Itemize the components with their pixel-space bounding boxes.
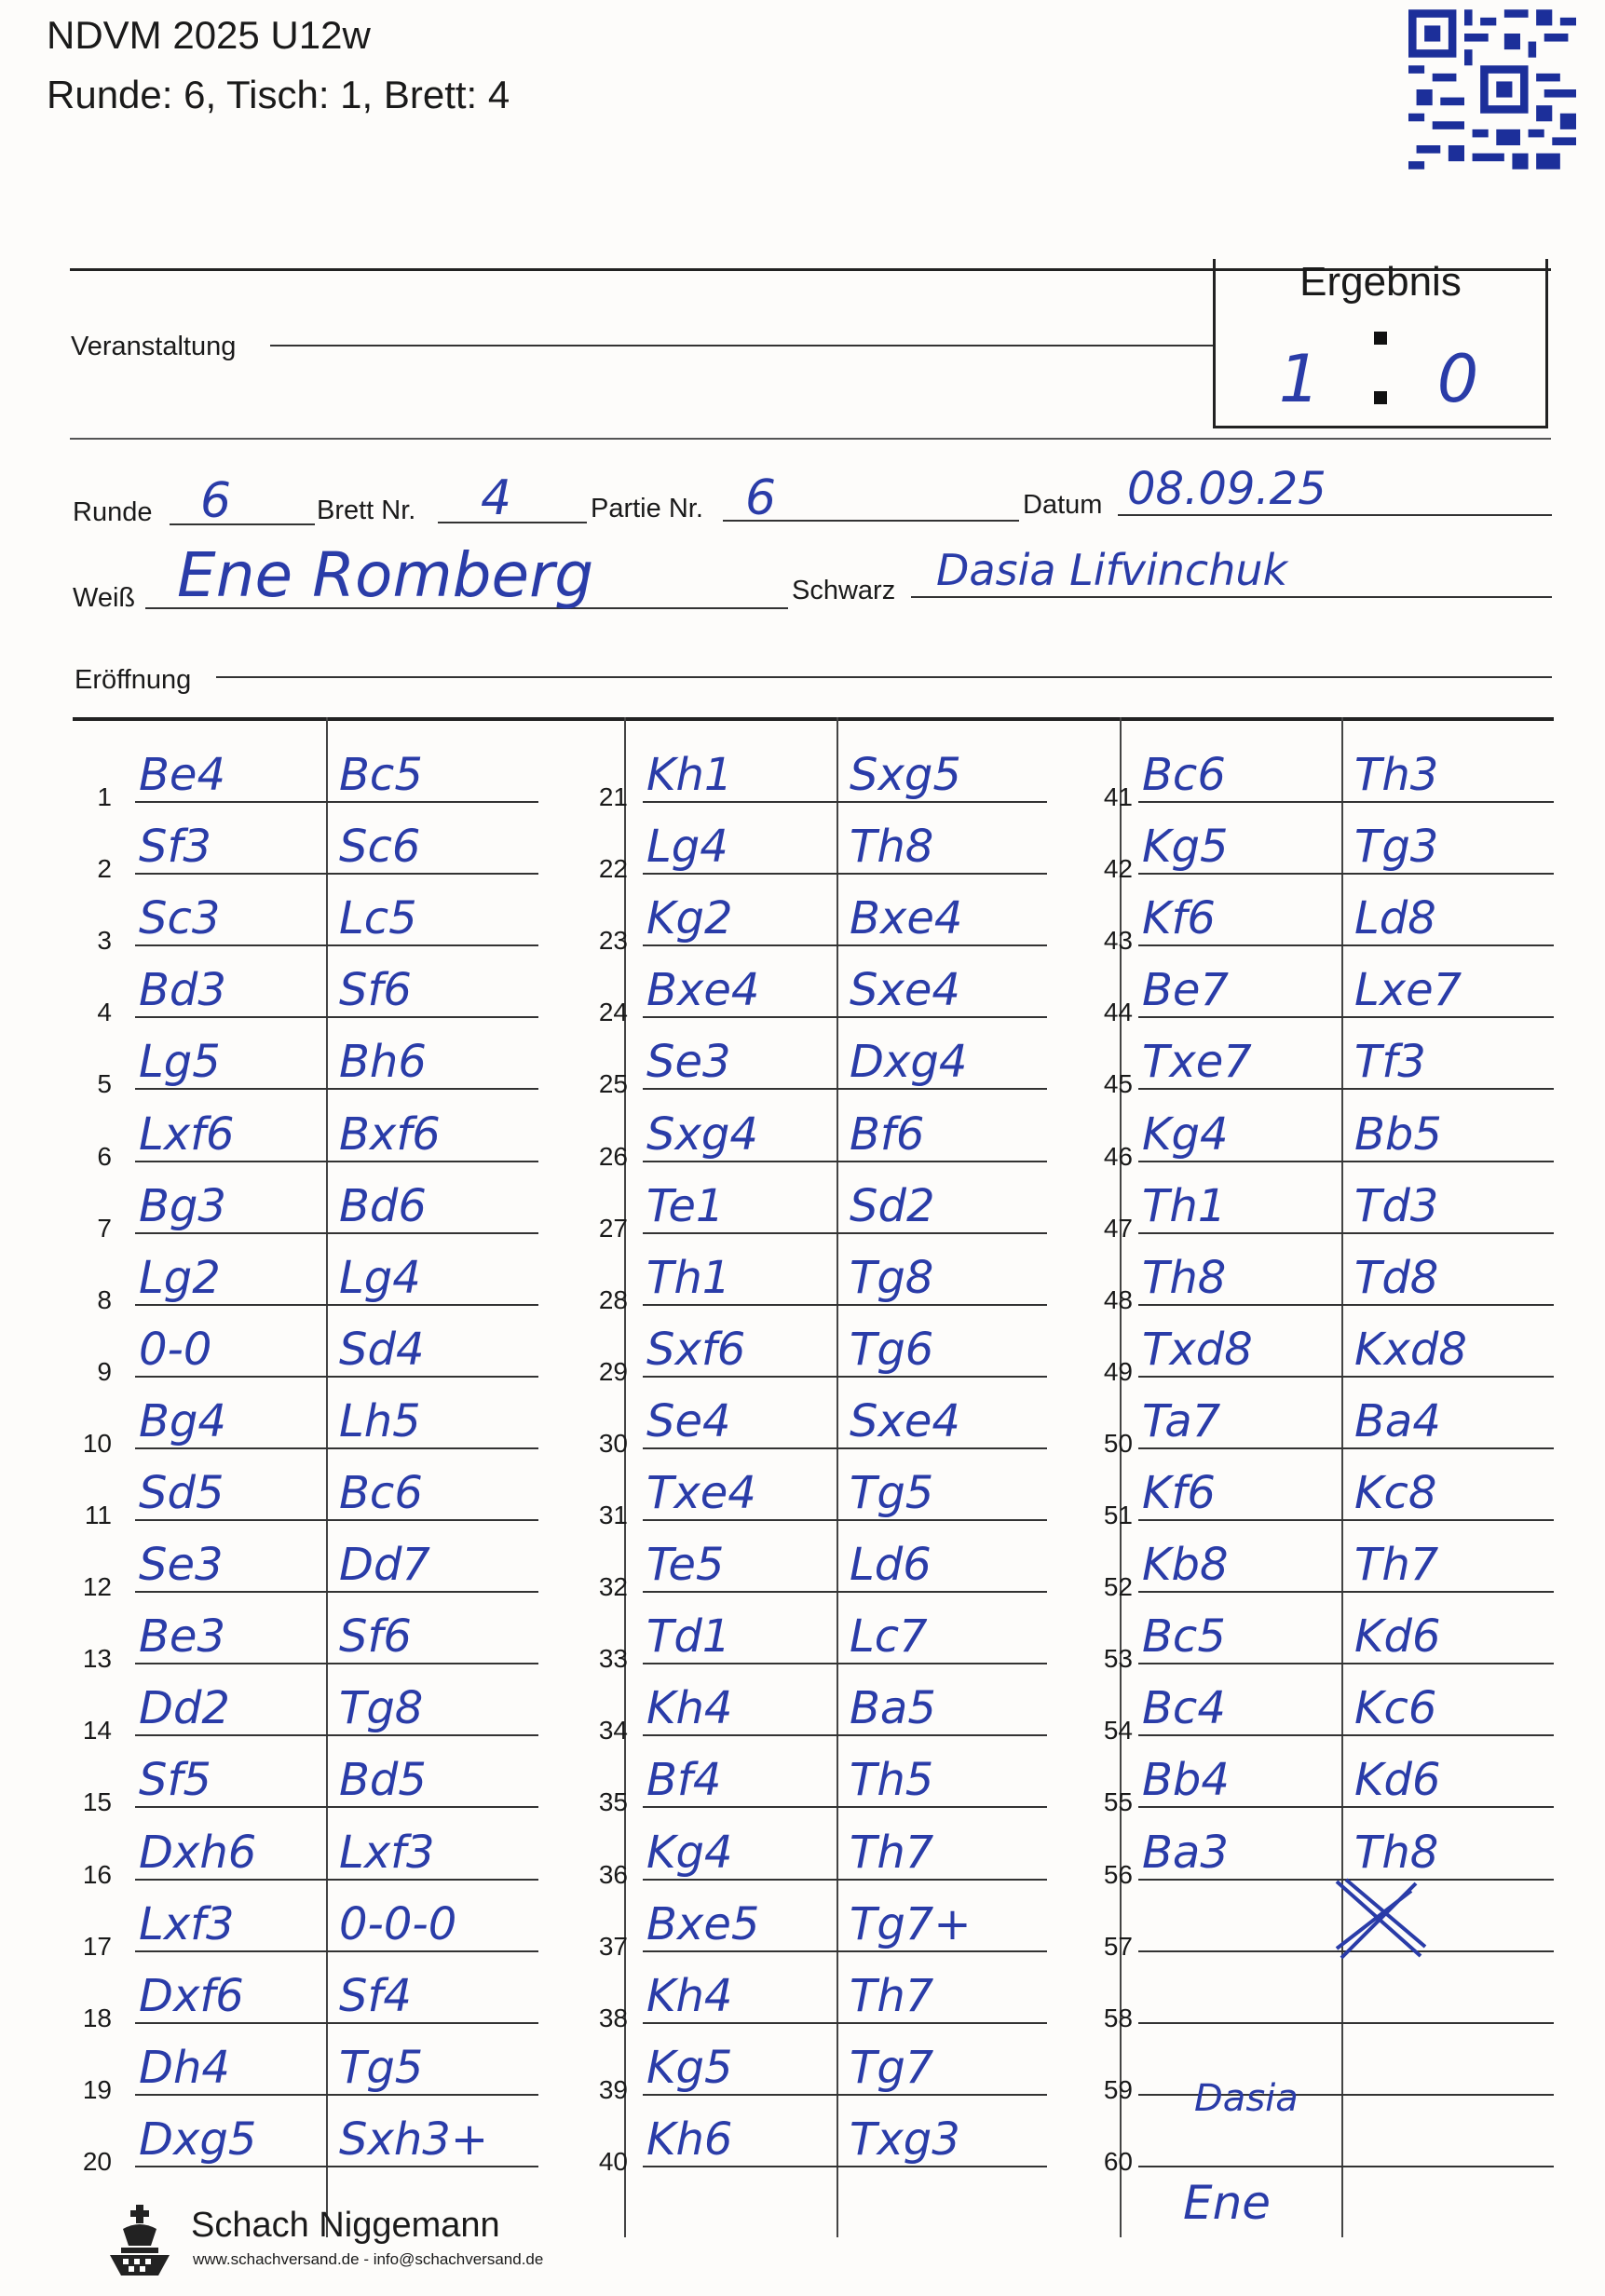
move-white[interactable]: Dxf6	[139, 1969, 244, 2022]
move-number: 45	[1103, 1069, 1133, 1099]
move-number: 43	[1103, 926, 1133, 956]
move-black[interactable]: Th7	[850, 1969, 934, 2022]
move-number: 33	[598, 1644, 628, 1674]
move-black[interactable]: Th8	[1354, 1826, 1439, 1879]
move-black[interactable]: Lh5	[339, 1394, 421, 1447]
move-black[interactable]: Bd5	[339, 1754, 427, 1807]
move-row-rule[interactable]	[643, 944, 1047, 946]
move-white[interactable]: Kg5	[646, 2041, 733, 2094]
move-black[interactable]: Sf4	[339, 1969, 412, 2022]
move-black[interactable]: Th3	[1354, 749, 1439, 801]
move-row-rule[interactable]	[135, 2094, 538, 2096]
move-row-rule[interactable]	[1138, 1663, 1554, 1664]
runde-field[interactable]	[170, 523, 315, 525]
qr-code-icon	[1408, 9, 1576, 170]
move-black[interactable]: Lxe7	[1354, 964, 1462, 1017]
schwarz-label: Schwarz	[792, 576, 896, 605]
move-row-rule[interactable]	[1138, 801, 1554, 803]
move-row-rule[interactable]	[643, 1591, 1047, 1593]
move-row-rule[interactable]	[1138, 1088, 1554, 1090]
move-number: 53	[1103, 1644, 1133, 1674]
move-black[interactable]: Tg7	[850, 2041, 934, 2094]
move-row-rule[interactable]	[643, 1879, 1047, 1881]
move-number: 28	[598, 1284, 628, 1314]
move-white[interactable]: Be7	[1142, 964, 1229, 1017]
move-number: 6	[97, 1141, 112, 1171]
form-mid-rule	[70, 438, 1551, 440]
eroeffnung-label: Eröffnung	[75, 665, 192, 695]
move-white[interactable]: Lg2	[139, 1251, 221, 1304]
datum-label: Datum	[1023, 490, 1103, 520]
move-number: 15	[82, 1787, 112, 1817]
move-black[interactable]: Kd6	[1354, 1754, 1441, 1807]
signature-white: Ene	[1183, 2176, 1272, 2230]
move-white[interactable]: Te5	[646, 1539, 725, 1592]
datum-value: 08.09.25	[1127, 463, 1326, 515]
move-white[interactable]: Be3	[139, 1610, 225, 1664]
move-black[interactable]: Sc6	[339, 821, 421, 874]
move-row-rule[interactable]	[643, 873, 1047, 875]
move-black[interactable]: 0-0-0	[339, 1897, 457, 1950]
move-white[interactable]: Bb4	[1142, 1754, 1230, 1807]
move-row-rule[interactable]	[135, 1232, 538, 1234]
move-number: 27	[598, 1213, 628, 1243]
move-white[interactable]: Sf3	[139, 821, 211, 874]
move-white[interactable]: Bc4	[1142, 1682, 1226, 1735]
move-number: 50	[1103, 1428, 1133, 1458]
move-number: 1	[97, 782, 112, 811]
result-black[interactable]: 0	[1436, 341, 1479, 417]
move-black[interactable]: Ba5	[850, 1682, 936, 1735]
move-number: 24	[598, 998, 628, 1027]
move-white[interactable]: Th1	[1142, 1179, 1227, 1232]
move-row-rule[interactable]	[135, 1447, 538, 1449]
move-row-rule[interactable]	[135, 2166, 538, 2167]
move-black[interactable]: Tg8	[850, 1251, 934, 1304]
schwarz-value: Dasia Lifvinchuk	[936, 545, 1288, 595]
move-number: 10	[82, 1428, 112, 1458]
move-row-rule[interactable]	[135, 1950, 538, 1952]
move-white[interactable]: Kh6	[646, 2113, 733, 2166]
move-black[interactable]: Kd6	[1354, 1610, 1441, 1664]
move-row-rule[interactable]	[1138, 1232, 1554, 1234]
move-white[interactable]: Lg5	[139, 1036, 221, 1089]
move-row-rule[interactable]	[643, 801, 1047, 803]
move-white[interactable]: Kg5	[1142, 821, 1229, 874]
move-number: 26	[598, 1141, 628, 1171]
move-number: 39	[598, 2074, 628, 2104]
move-white[interactable]: Dh4	[139, 2041, 230, 2094]
move-white[interactable]: Kb8	[1142, 1539, 1229, 1592]
move-black[interactable]: Tg3	[1354, 821, 1439, 874]
move-number: 25	[598, 1069, 628, 1099]
move-white[interactable]: Kg2	[646, 892, 733, 945]
move-number: 16	[82, 1859, 112, 1889]
move-white[interactable]: Kh4	[646, 1682, 733, 1735]
move-white[interactable]: Td1	[646, 1610, 731, 1664]
move-number: 51	[1103, 1501, 1133, 1529]
event-title: NDVM 2025 U12w	[47, 13, 371, 57]
move-black[interactable]: Kc8	[1354, 1467, 1437, 1519]
move-number: 35	[598, 1787, 628, 1817]
move-row-rule[interactable]	[643, 1088, 1047, 1090]
move-row-rule[interactable]	[1138, 1016, 1554, 1018]
move-row-rule[interactable]	[643, 1447, 1047, 1449]
move-number: 57	[1103, 1931, 1133, 1961]
move-black[interactable]: Bxe4	[850, 892, 963, 945]
move-white[interactable]: Ta7	[1142, 1394, 1221, 1447]
move-white[interactable]: Kf6	[1142, 1467, 1216, 1519]
move-row-rule[interactable]	[135, 1016, 538, 1018]
weiss-value: Ene Romberg	[177, 539, 594, 611]
brett-label: Brett Nr.	[317, 496, 416, 525]
move-row-rule[interactable]	[1138, 944, 1554, 946]
move-number: 14	[82, 1716, 112, 1746]
move-black[interactable]: Td3	[1354, 1179, 1439, 1232]
move-white[interactable]: Lxf6	[139, 1107, 235, 1161]
move-number: 2	[97, 854, 112, 884]
round-table-board: Runde: 6, Tisch: 1, Brett: 4	[47, 73, 510, 116]
move-white[interactable]: Dxg5	[139, 2113, 257, 2166]
result-title: Ergebnis	[1299, 259, 1462, 305]
brett-value: 4	[481, 470, 512, 526]
move-row-rule[interactable]	[135, 801, 538, 803]
move-black[interactable]: Tg5	[339, 2041, 424, 2094]
move-black[interactable]: Th8	[850, 821, 934, 874]
move-row-rule[interactable]	[135, 1088, 538, 1090]
move-row-rule[interactable]	[1138, 2166, 1554, 2167]
move-row-rule[interactable]	[135, 2022, 538, 2024]
move-number: 48	[1103, 1284, 1133, 1314]
move-number: 37	[598, 1931, 628, 1961]
move-black[interactable]: Sxe4	[850, 1394, 960, 1447]
move-number: 59	[1103, 2074, 1133, 2104]
result-white[interactable]: 1	[1278, 341, 1321, 417]
move-row-rule[interactable]	[135, 1663, 538, 1664]
move-black[interactable]: Sxh3+	[339, 2113, 489, 2166]
move-row-rule[interactable]	[643, 1519, 1047, 1521]
move-white[interactable]: Se4	[646, 1394, 731, 1447]
move-row-rule[interactable]	[1138, 1304, 1554, 1306]
move-row-rule[interactable]	[1138, 873, 1554, 875]
partie-label: Partie Nr.	[591, 494, 703, 523]
move-white[interactable]: Th8	[1142, 1251, 1227, 1304]
move-row-rule[interactable]	[1138, 1591, 1554, 1593]
move-row-rule[interactable]	[1138, 1519, 1554, 1521]
move-row-rule[interactable]	[643, 1232, 1047, 1234]
move-number: 13	[82, 1644, 112, 1674]
move-black[interactable]: Sxe4	[850, 964, 960, 1017]
move-white[interactable]: Txd8	[1142, 1323, 1253, 1376]
move-black[interactable]: Td8	[1354, 1251, 1439, 1304]
move-number: 22	[598, 854, 628, 884]
move-black[interactable]: Dd7	[339, 1539, 430, 1592]
move-black[interactable]: Bc6	[339, 1467, 423, 1519]
move-number: 8	[97, 1284, 112, 1314]
brett-field[interactable]	[438, 522, 587, 523]
move-number: 3	[97, 926, 112, 956]
move-number: 19	[82, 2074, 112, 2104]
move-white[interactable]: Bf4	[646, 1754, 722, 1807]
move-black[interactable]: Lc5	[339, 892, 417, 945]
move-row-rule[interactable]	[135, 1734, 538, 1736]
move-white[interactable]: 0-0	[139, 1323, 212, 1376]
move-number: 11	[84, 1501, 112, 1529]
cancel-cross-mark	[1327, 1872, 1430, 1965]
signature-black: Dasia	[1194, 2077, 1299, 2120]
move-number: 4	[97, 998, 112, 1027]
move-white[interactable]: Th1	[646, 1251, 731, 1304]
move-white[interactable]: Dxh6	[139, 1826, 257, 1879]
move-number: 30	[598, 1428, 628, 1458]
move-black[interactable]: Lg4	[339, 1251, 421, 1304]
move-black[interactable]: Tf3	[1354, 1036, 1426, 1089]
move-black[interactable]: Tg7+	[850, 1897, 972, 1950]
move-number: 38	[598, 2003, 628, 2032]
move-white[interactable]: Kg4	[646, 1826, 733, 1879]
move-white[interactable]: Bxe4	[646, 964, 760, 1017]
move-white[interactable]: Txe7	[1142, 1036, 1252, 1089]
move-number: 52	[1103, 1572, 1133, 1602]
move-white[interactable]: Bg4	[139, 1394, 226, 1447]
move-row-rule[interactable]	[135, 1879, 538, 1881]
runde-value: 6	[200, 473, 232, 529]
move-row-rule[interactable]	[1138, 1447, 1554, 1449]
move-row-rule[interactable]	[643, 1663, 1047, 1664]
move-number: 49	[1103, 1356, 1133, 1386]
move-number: 9	[97, 1356, 112, 1386]
move-row-rule[interactable]	[643, 1304, 1047, 1306]
move-black[interactable]: Bh6	[339, 1036, 427, 1089]
move-number: 54	[1103, 1716, 1133, 1746]
move-white[interactable]: Kf6	[1142, 892, 1216, 945]
move-row-rule[interactable]	[135, 873, 538, 875]
move-row-rule[interactable]	[135, 1591, 538, 1593]
runde-label: Runde	[73, 497, 153, 527]
move-number: 42	[1103, 854, 1133, 884]
move-white[interactable]: Bxe5	[646, 1897, 760, 1950]
move-black[interactable]: Tg8	[339, 1682, 424, 1735]
move-black[interactable]: Bxf6	[339, 1107, 441, 1161]
move-black[interactable]: Tg6	[850, 1323, 934, 1376]
move-row-rule[interactable]	[1138, 1376, 1554, 1378]
move-black[interactable]: Sf6	[339, 1610, 412, 1664]
move-black[interactable]: Bb5	[1354, 1107, 1442, 1161]
partie-value: 6	[745, 470, 777, 526]
move-row-rule[interactable]	[135, 1161, 538, 1162]
move-number: 46	[1103, 1141, 1133, 1171]
move-row-rule[interactable]	[1138, 2022, 1554, 2024]
move-number: 20	[82, 2146, 112, 2176]
move-white[interactable]: Bc5	[1142, 1610, 1226, 1664]
move-number: 55	[1103, 1787, 1133, 1817]
moves-top-rule	[73, 717, 1554, 721]
move-number: 7	[97, 1213, 112, 1243]
move-white[interactable]: Txe4	[646, 1467, 756, 1519]
move-row-rule[interactable]	[135, 1304, 538, 1306]
move-black[interactable]: Tg5	[850, 1467, 934, 1519]
move-white[interactable]: Lxf3	[139, 1897, 235, 1950]
chess-king-logo-icon	[102, 2203, 177, 2277]
move-number: 5	[97, 1069, 112, 1099]
veranstaltung-label: Veranstaltung	[71, 332, 237, 361]
move-white[interactable]: Dd2	[139, 1682, 230, 1735]
result-colon	[1374, 332, 1387, 406]
move-number: 12	[82, 1572, 112, 1602]
publisher-name: Schach Niggemann	[191, 2206, 500, 2245]
move-number: 47	[1103, 1213, 1133, 1243]
move-number: 44	[1103, 998, 1133, 1027]
move-number: 40	[598, 2146, 628, 2176]
move-number: 58	[1103, 2003, 1133, 2032]
move-row-rule[interactable]	[643, 1016, 1047, 1018]
move-black[interactable]: Sxg5	[850, 749, 961, 801]
move-row-rule[interactable]	[135, 1519, 538, 1521]
move-white[interactable]: Sxf6	[646, 1323, 746, 1376]
move-black[interactable]: Ld8	[1354, 892, 1436, 945]
move-number: 41	[1103, 782, 1133, 811]
move-row-rule[interactable]	[643, 1734, 1047, 1736]
move-row-rule[interactable]	[135, 1806, 538, 1808]
move-white[interactable]: Kg4	[1142, 1107, 1229, 1161]
move-white[interactable]: Sd5	[139, 1467, 224, 1519]
move-number: 17	[82, 1931, 112, 1961]
move-white[interactable]: Sf5	[139, 1754, 211, 1807]
move-black[interactable]: Txg3	[850, 2113, 960, 2166]
move-row-rule[interactable]	[1138, 1734, 1554, 1736]
move-black[interactable]: Ld6	[850, 1539, 932, 1592]
move-black[interactable]: Lc7	[850, 1610, 928, 1664]
move-black[interactable]: Sd2	[850, 1179, 935, 1232]
move-number: 32	[598, 1572, 628, 1602]
move-white[interactable]: Lg4	[646, 821, 728, 874]
move-number: 34	[598, 1716, 628, 1746]
move-black[interactable]: Bc5	[339, 749, 423, 801]
move-black[interactable]: Th7	[850, 1826, 934, 1879]
move-white[interactable]: Sxg4	[646, 1107, 758, 1161]
move-row-rule[interactable]	[1138, 1806, 1554, 1808]
move-black[interactable]: Th7	[1354, 1539, 1439, 1592]
move-number: 21	[598, 782, 628, 811]
move-row-rule[interactable]	[135, 944, 538, 946]
move-white[interactable]: Sc3	[139, 892, 221, 945]
move-white[interactable]: Kh1	[646, 749, 733, 801]
move-row-rule[interactable]	[643, 1376, 1047, 1378]
move-number: 60	[1103, 2146, 1133, 2176]
move-white[interactable]: Se3	[139, 1539, 224, 1592]
move-row-rule[interactable]	[643, 2166, 1047, 2167]
eroeffnung-field[interactable]	[216, 676, 1552, 678]
result-box	[1213, 259, 1548, 428]
move-white[interactable]: Te1	[646, 1179, 725, 1232]
move-white[interactable]: Bg3	[139, 1179, 226, 1232]
publisher-contact: www.schachversand.de - info@schachversand.de	[193, 2250, 544, 2268]
move-number: 56	[1103, 1859, 1133, 1889]
move-number: 29	[598, 1356, 628, 1386]
move-black[interactable]: Th5	[850, 1754, 934, 1807]
move-white[interactable]: Bc6	[1142, 749, 1226, 801]
move-white[interactable]: Kh4	[646, 1969, 733, 2022]
weiss-label: Weiß	[73, 583, 136, 613]
move-black[interactable]: Sf6	[339, 964, 412, 1017]
move-white[interactable]: Ba3	[1142, 1826, 1229, 1879]
move-black[interactable]: Ba4	[1354, 1394, 1441, 1447]
move-black[interactable]: Kxd8	[1354, 1323, 1467, 1376]
move-black[interactable]: Lxf3	[339, 1826, 435, 1879]
move-row-rule[interactable]	[643, 1806, 1047, 1808]
move-black[interactable]: Dxg4	[850, 1036, 968, 1089]
move-number: 23	[598, 926, 628, 956]
move-row-rule[interactable]	[643, 2022, 1047, 2024]
move-white[interactable]: Bd3	[139, 964, 226, 1017]
move-number: 36	[598, 1859, 628, 1889]
move-black[interactable]: Bd6	[339, 1179, 427, 1232]
move-row-rule[interactable]	[135, 1376, 538, 1378]
move-black[interactable]: Bf6	[850, 1107, 925, 1161]
move-white[interactable]: Se3	[646, 1036, 731, 1089]
veranstaltung-field[interactable]	[270, 345, 1213, 346]
move-black[interactable]: Sd4	[339, 1323, 425, 1376]
move-row-rule[interactable]	[1138, 1161, 1554, 1162]
move-black[interactable]: Kc6	[1354, 1682, 1437, 1735]
move-row-rule[interactable]	[643, 1161, 1047, 1162]
move-number: 31	[598, 1501, 628, 1529]
move-number: 18	[82, 2003, 112, 2032]
move-row-rule[interactable]	[643, 2094, 1047, 2096]
move-row-rule[interactable]	[643, 1950, 1047, 1952]
move-white[interactable]: Be4	[139, 749, 225, 801]
